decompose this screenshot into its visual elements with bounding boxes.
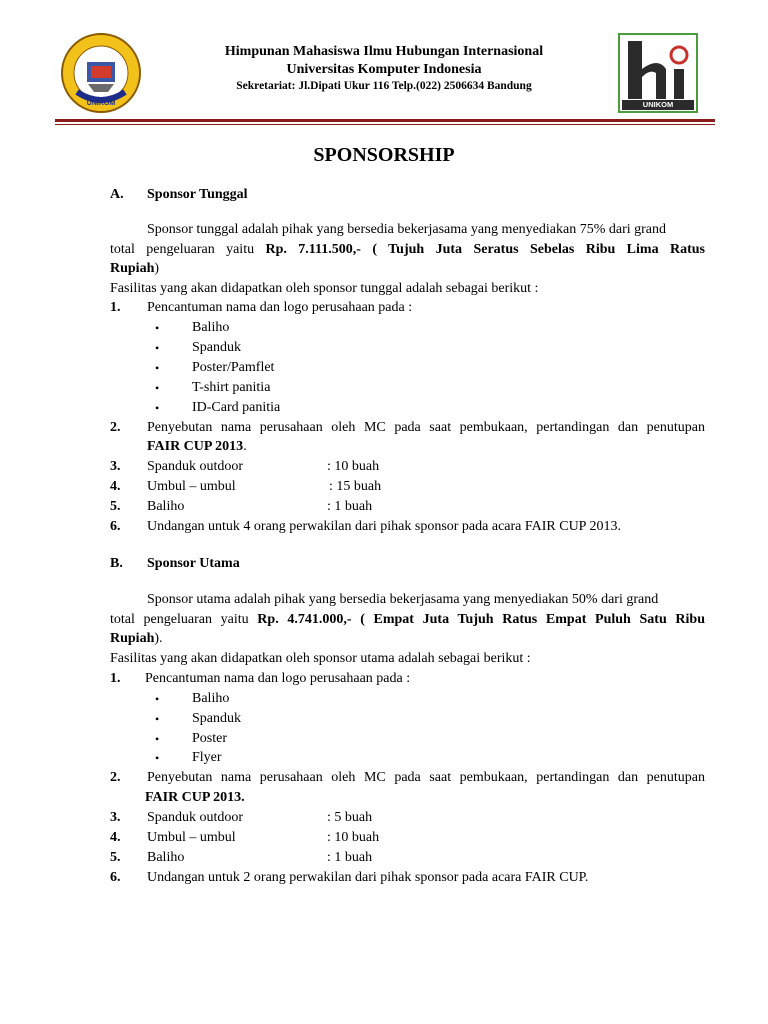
list-number: 6. <box>110 519 121 534</box>
section-a-para-line1: Sponsor tunggal adalah pihak yang bersedia bekerjasama yang menyediakan 75% dari grand <box>147 222 666 237</box>
list-item-label: Baliho <box>147 850 185 865</box>
para-close: ) <box>154 261 160 276</box>
list-item-value: : 5 buah <box>327 810 373 825</box>
bullet-icon: • <box>155 712 160 726</box>
section-b-letter: B. <box>110 556 123 571</box>
amount-text-end: Rupiah <box>110 261 155 276</box>
header-rule-thick <box>55 119 715 122</box>
amount-text: Rp. 4.741.000,- ( Empat Juta Tujuh Ratus Empat Puluh Satu Ribu <box>257 612 705 627</box>
list-number: 4. <box>110 830 121 845</box>
university-name: Universitas Komputer Indonesia <box>286 62 482 77</box>
section-a-facilities-intro: Fasilitas yang akan didapatkan oleh sponsor tunggal adalah sebagai berikut : <box>110 281 539 296</box>
section-b-para-line2 <box>110 611 705 629</box>
list-item-text: Penyebutan nama perusahaan oleh MC pada saat pembukaan, pertandingan dan penutupan <box>147 420 705 435</box>
hi-logo-label: UNIKOM <box>642 100 674 109</box>
list-number: 2. <box>110 420 121 435</box>
bullet-item: T-shirt panitia <box>192 380 271 395</box>
list-number: 1. <box>110 671 121 686</box>
bullet-item: Baliho <box>192 320 230 335</box>
list-item-label: Umbul – umbul <box>147 479 236 494</box>
section-b-facilities-intro: Fasilitas yang akan didapatkan oleh sponsor utama adalah sebagai berikut : <box>110 651 531 666</box>
bullet-item: Poster <box>192 731 227 746</box>
list-item-text-cont <box>147 438 247 456</box>
list-item-value: : 15 buah <box>329 479 382 494</box>
para-plain-text: total pengeluaran yaitu <box>110 612 258 627</box>
list-item-text: Undangan untuk 2 orang perwakilan dari pihak sponsor pada acara FAIR CUP. <box>147 870 589 885</box>
bullet-icon: • <box>155 732 160 746</box>
org-name: Himpunan Mahasiswa Ilmu Hubungan Internasional <box>224 44 544 59</box>
list-item-text: Undangan untuk 4 orang perwakilan dari pihak sponsor pada acara FAIR CUP 2013. <box>147 519 621 534</box>
list-number: 5. <box>110 850 121 865</box>
list-number: 1. <box>110 300 121 315</box>
list-item-label: Umbul – umbul <box>147 830 236 845</box>
list-number: 6. <box>110 870 121 885</box>
section-b-para-line3 <box>110 630 163 648</box>
bullet-item: Spanduk <box>192 711 241 726</box>
list-item-text: Pencantuman nama dan logo perusahaan pada : <box>145 671 411 686</box>
bullet-item: Spanduk <box>192 340 241 355</box>
bullet-item: ID-Card panitia <box>192 400 281 415</box>
list-number: 2. <box>110 770 121 785</box>
list-item-label: Spanduk outdoor <box>147 459 244 474</box>
bullet-item: Flyer <box>192 750 222 765</box>
amount-text-end: Rupiah <box>110 631 155 646</box>
secretariat-address: Sekretariat: Jl.Dipati Ukur 116 Telp.(022) 2506634 Bandung <box>236 80 532 92</box>
unikom-seal-label: UNIKOM <box>86 100 116 107</box>
list-item-value: : 10 buah <box>327 830 380 845</box>
bullet-icon: • <box>155 321 160 335</box>
section-a-para-line2 <box>110 241 705 259</box>
para-close: ). <box>154 631 163 646</box>
list-item-value: : 1 buah <box>327 850 373 865</box>
bullet-icon: • <box>155 341 160 355</box>
period: . <box>243 439 247 454</box>
list-item-value: : 10 buah <box>327 459 380 474</box>
list-number: 4. <box>110 479 121 494</box>
section-a-para-line3 <box>110 260 159 278</box>
amount-text: Rp. 7.111.500,- ( Tujuh Juta Seratus Sebelas Ribu Lima Ratus <box>265 242 705 257</box>
list-number: 3. <box>110 459 121 474</box>
section-b-heading: Sponsor Utama <box>147 556 240 571</box>
list-item-label: Spanduk outdoor <box>147 810 244 825</box>
bullet-icon: • <box>155 692 160 706</box>
bullet-item: Baliho <box>192 691 230 706</box>
bullet-icon: • <box>155 401 160 415</box>
bullet-icon: • <box>155 381 160 395</box>
bullet-icon: • <box>155 751 160 765</box>
section-a-letter: A. <box>110 187 124 202</box>
para-plain-text: total pengeluaran yaitu <box>110 242 266 257</box>
header-rule-thin <box>55 124 715 125</box>
list-item-value: : 1 buah <box>327 499 373 514</box>
page-title: SPONSORSHIP <box>313 144 455 166</box>
list-number: 3. <box>110 810 121 825</box>
section-a-heading: Sponsor Tunggal <box>147 187 248 202</box>
list-item-text: Pencantuman nama dan logo perusahaan pada : <box>147 300 413 315</box>
event-name: FAIR CUP 2013 <box>147 439 244 454</box>
event-name: FAIR CUP 2013. <box>145 790 245 805</box>
bullet-item: Poster/Pamflet <box>192 360 275 375</box>
list-item-label: Baliho <box>147 499 185 514</box>
list-number: 5. <box>110 499 121 514</box>
section-b-para-line1: Sponsor utama adalah pihak yang bersedia bekerjasama yang menyediakan 50% dari grand <box>147 592 659 607</box>
list-item-text: Penyebutan nama perusahaan oleh MC pada saat pembukaan, pertandingan dan penutupan <box>147 770 705 785</box>
bullet-icon: • <box>155 361 160 375</box>
